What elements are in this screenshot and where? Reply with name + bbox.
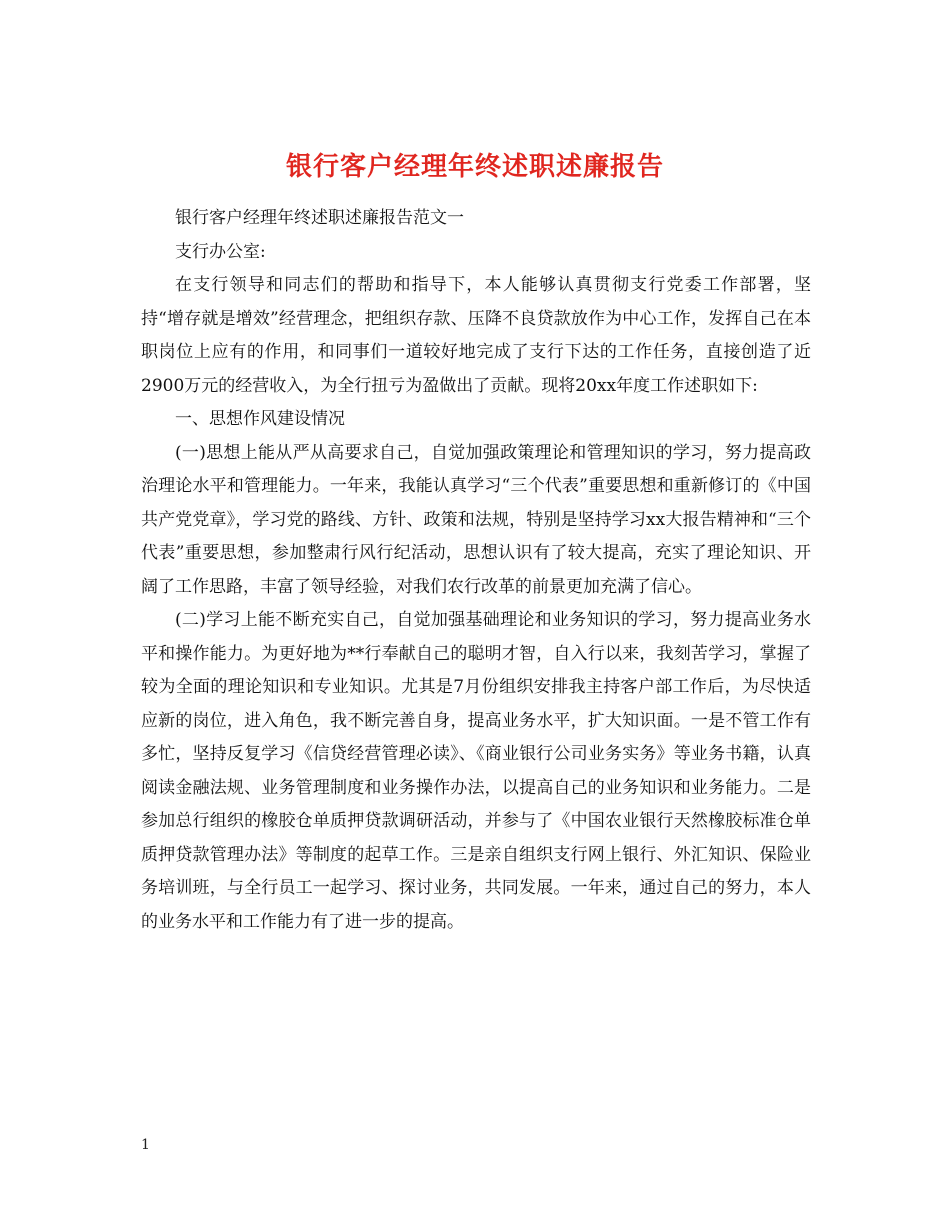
document-body (141, 202, 811, 939)
page-number: 1 (141, 1137, 150, 1153)
paragraph-intro: 在支行领导和同志们的帮助和指导下，本人能够认真贯彻支行党委工作部署，坚持“增存就是增效”经营理念，把组织存款、压降不良贷款放作为中心工作，发挥自己在本职岗位上应有的作用，和同事们一道较好地完成了支行下达的工作任务，直接创造了近2900万元的经营收入，为全行扭亏为盈做出了贡献。现将20xx年度工作述职如下: (141, 275, 811, 396)
paragraph-subtitle: 银行客户经理年终述职述廉报告范文一 (175, 208, 464, 228)
document-title: 银行客户经理年终述职述廉报告 (285, 152, 664, 183)
paragraph-addressee: 支行办公室: (175, 241, 266, 262)
section-heading-1: 一、思想作风建设情况 (175, 409, 345, 429)
paragraph-section-1-1: (一)思想上能从严从高要求自己，自觉加强政策理论和管理知识的学习，努力提高政治理论水平和管理能力。一年来，我能认真学习“三个代表”重要思想和重新修订的《中国共产党党章》，学习党的路线、方针、政策和法规，特别是坚持学习xx大报告精神和“三个代表”重要思想，参加整肃行风行纪活动，思想认识有了较大提高，充实了理论知识、开阔了工作思路，丰富了领导经验，对我们农行改革的前景更加充满了信心。 (141, 442, 811, 597)
paragraph-section-1-2: (二)学习上能不断充实自己，自觉加强基础理论和业务知识的学习，努力提高业务水平和操作能力。为更好地为**行奉献自己的聪明才智，自入行以来，我刻苦学习，掌握了较为全面的理论知识和专业知识。尤其是7月份组织安排我主持客户部工作后，为尽快适应新的岗位，进入角色，我不断完善自身，提高业务水平，扩大知识面。一是不管工作有多忙，坚持反复学习《信贷经营管理必读》、《商业银行公司业务实务》等业务书籍，认真阅读金融法规、业务管理制度和业务操作办法，以提高自己的业务知识和业务能力。二是参加总行组织的橡胶仓单质押贷款调研活动，并参与了《中国农业银行天然橡胶标准仓单质押贷款管理办法》等制度的起草工作。三是亲自组织支行网上银行、外汇知识、保险业务培训班，与全行员工一起学习、探讨业务，共同发展。一年来，通过自己的努力，本人的业务水平和工作能力有了进一步的提高。 (141, 610, 811, 932)
